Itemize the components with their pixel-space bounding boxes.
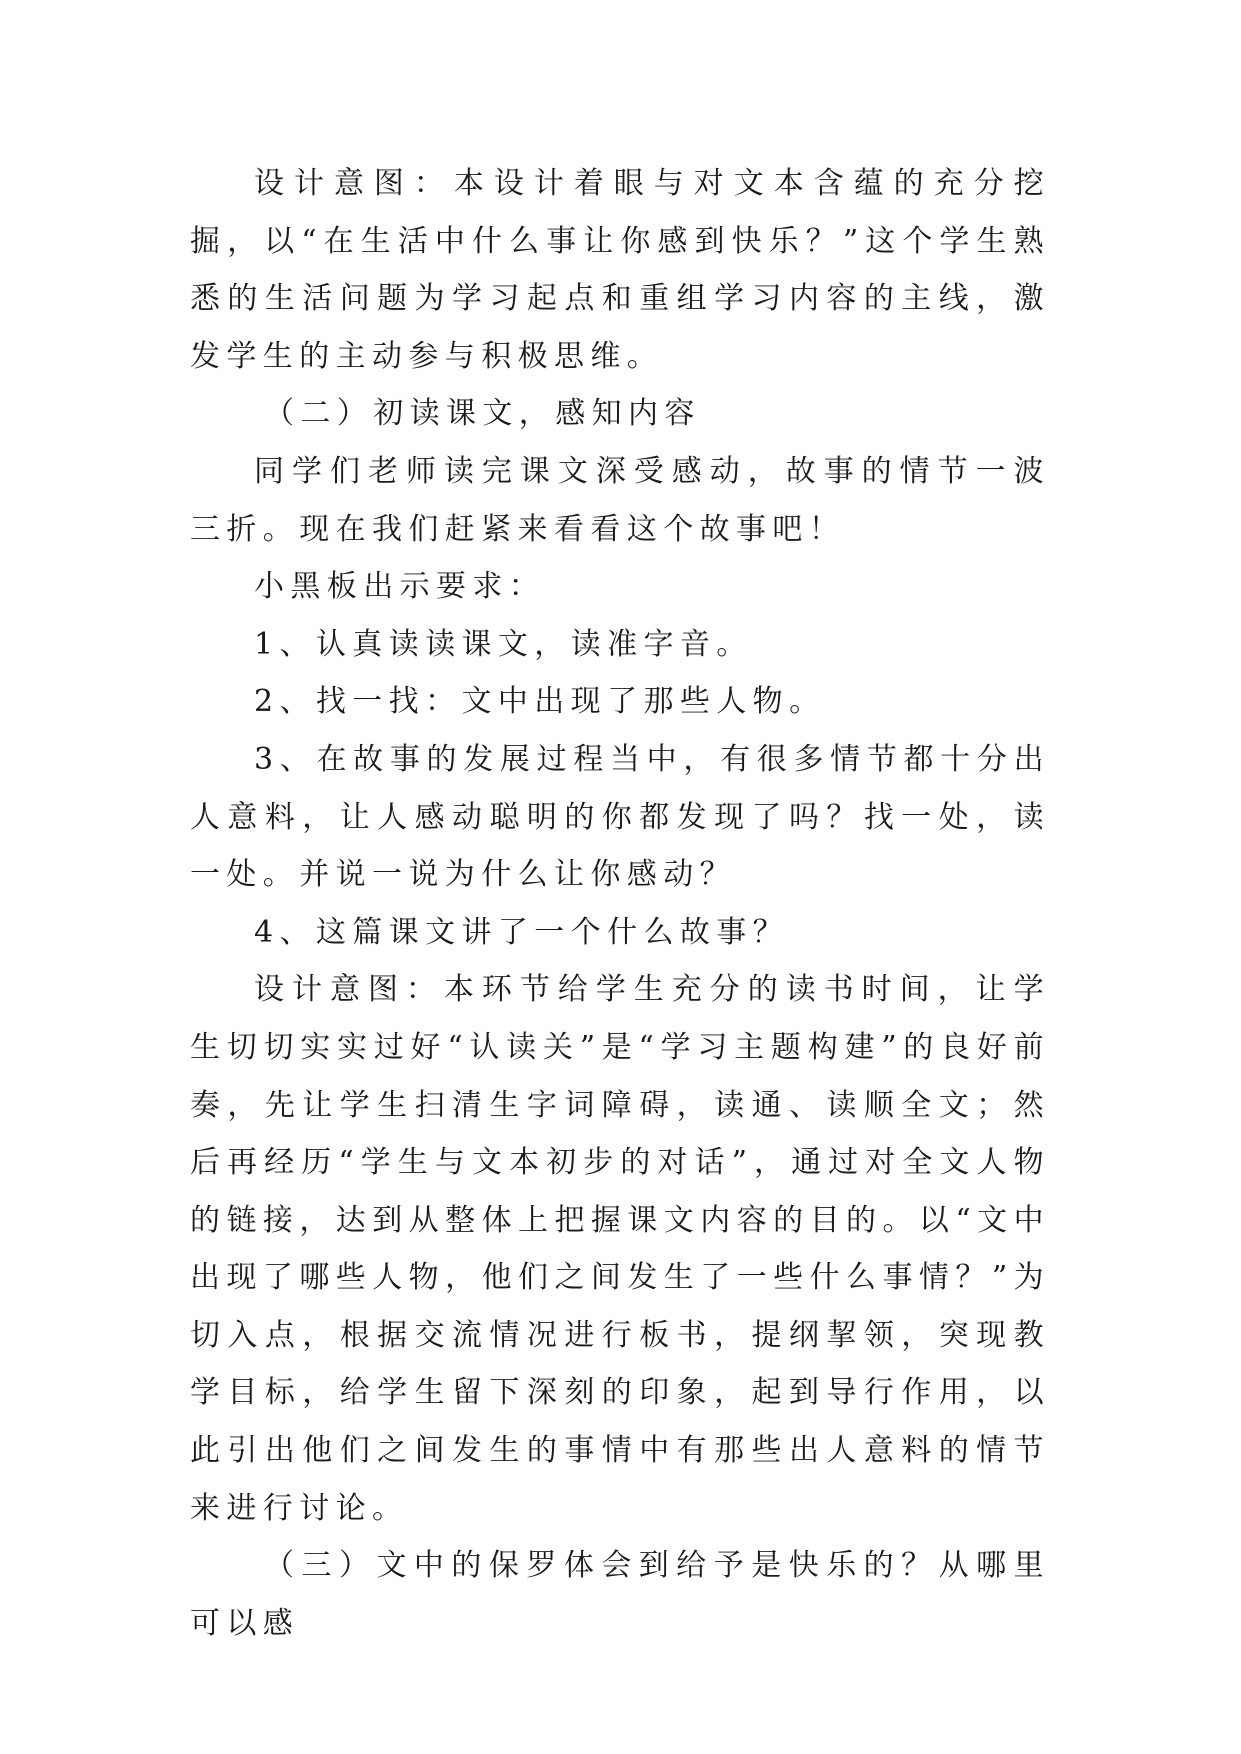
paragraph-design-intent-2: 设计意图：本环节给学生充分的读书时间，让学生切切实实过好“认读关”是“学习主题构建”的良好前奏，先让学生扫清生字词障碍，读通、读顺全文；然后再经历“学生与文本初步的对话”，通过对全文人物的链接，达到从整体上把握课文内容的目的。以“文中出现了哪些人物，他们之间发生了一些什么事情？”为切入点，根据交流情况进行板书，提纲挈领，突现教学目标，给学生留下深刻的印象，起到导行作用，以此引出他们之间发生的事情中有那些出人意料的情节来进行讨论。	[190, 972, 1050, 1526]
section-heading-3: （三）文中的保罗体会到给予是快乐的？从哪里可以感	[190, 1548, 1050, 1641]
document-body	[190, 155, 1050, 1652]
section-heading-2: （二）初读课文，感知内容	[264, 396, 701, 432]
paragraph-intro: 同学们老师读完课文深受感动，故事的情节一波三折。现在我们赶紧来看看这个故事吧！	[190, 453, 1050, 547]
list-item-2: 2、找一找：文中出现了那些人物。	[254, 684, 826, 720]
list-item-3: 3、在故事的发展过程当中，有很多情节都十分出人意料，让人感动聪明的你都发现了吗？找一处，读一处。并说一说为什么让你感动？	[190, 741, 1050, 893]
list-item-1: 1、认真读读课文，读准字音。	[254, 626, 753, 662]
paragraph-blackboard-requirements: 小黑板出示要求：	[254, 569, 546, 605]
paragraph-design-intent-1: 设计意图：本设计着眼与对文本含蕴的充分挖掘，以“在生活中什么事让你感到快乐？”这个学生熟悉的生活问题为学习起点和重组学习内容的主线，激发学生的主动参与积极思维。	[190, 166, 1050, 374]
list-item-4: 4、这篇课文讲了一个什么故事？	[254, 914, 790, 950]
